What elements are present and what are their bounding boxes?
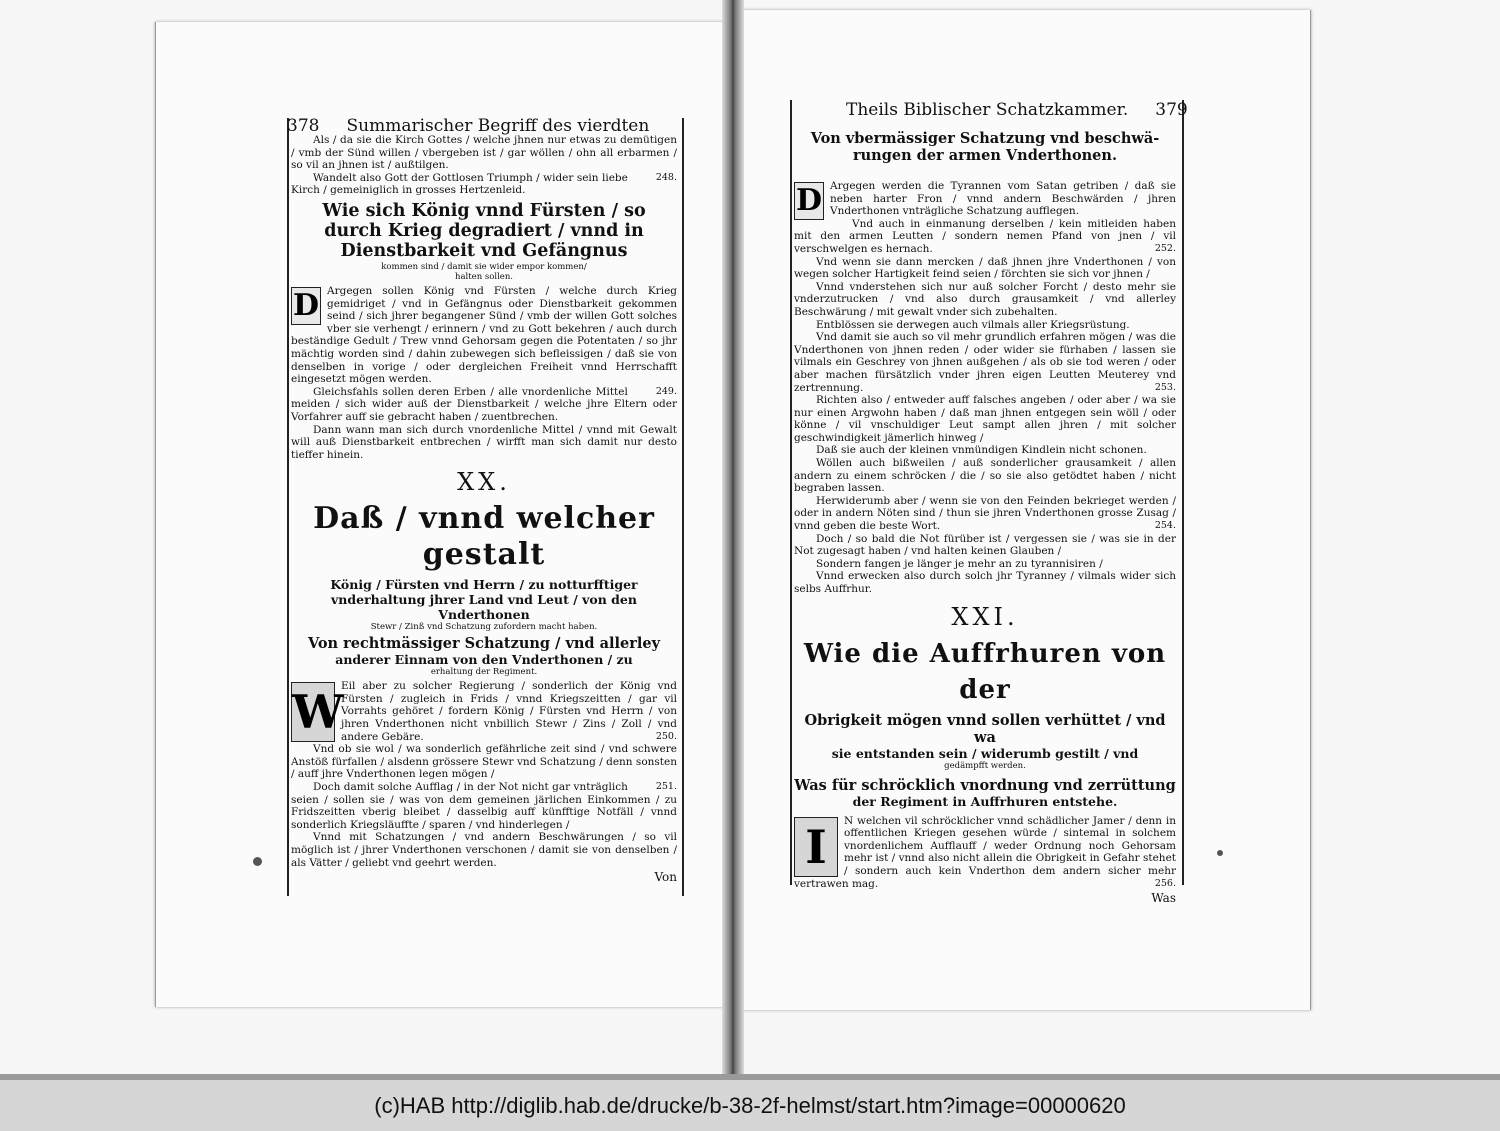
left-running-title: Summarischer Begriff des vierdten (346, 116, 650, 136)
margin-number: 249. (655, 385, 677, 397)
left-subheading-2: anderer Einnam von den Vnderthonen / zu (335, 652, 633, 668)
right-chapter-number: XXI. (951, 602, 1019, 631)
dropcap-initial: D (795, 183, 822, 218)
right-heading-block (794, 130, 1176, 164)
dropcap-initial: D (292, 287, 319, 323)
left-column (291, 134, 677, 884)
copyright-footer: (c)HAB http://diglib.hab.de/drucke/b-38-2f-helmst/start.htm?image=00000620 (0, 1080, 1500, 1131)
margin-number: 251. (655, 781, 677, 793)
left-catchword: Von (654, 870, 677, 885)
right-para-3: Vnd wenn sie dann mercken / daß jhnen jhre Vnderthonen / von wegen solcher Hartigkeit feind seien / förchten sie sich vor jhnen / (794, 255, 1176, 281)
right-column (794, 180, 1176, 905)
margin-number: 254. (1154, 520, 1176, 532)
right-para-6: Vnd damit sie auch so vil mehr grundlich erfahren mögen / was die Vnderthonen von jhnen reden / oder wider sie fürhaben / lassen sie vilmals ein Geschrey von jhnen außgehen / als ob sie tod weren / oder aber machen fürsätzlich vnder jhren eigen Leutten Meuterey vnd zertrennung. 253. (794, 331, 1176, 394)
right-para-10: Herwiderumb aber / wenn sie von den Feinden bekrieget werden / oder in andern Nöten sind / thun sie jhren Vnderthonen grosse Zusag / vnnd geben die beste Wort. 254. (794, 494, 1176, 533)
right-para-8: Daß sie auch der kleinen vnmündigen Kindlein nicht schonen. (816, 444, 1147, 457)
left-para-7: Vnd ob sie wol / wa sonderlich gefährliche zeit sind / vnd schwere Anstöß fürfallen / alsdenn grössere Stewr vnd Schatzung / denn sonsten / auff jhre Vnderthonen legen mögen / (291, 743, 677, 781)
left-para-8: 251. Doch damit solche Aufflag / in der Not nicht gar vnträglich seien / sollen sie / was von dem gemeinen järlichen Einkommen / zu Fridszeitten vberig bleibet / dasselbig auff künfftige Notfäll / vnnd sonderlich Kriegsläuffte / sparen / vnd hinderlegen / (291, 781, 677, 831)
left-para-1: Als / da sie die Kirch Gottes / welche jhnen nur etwas zu demütigen / vmb der Sünd willen / vbergeben ist / gar wöllen / ohn all erbarmen / so vil an jhnen ist / außtilgen. (291, 134, 677, 172)
left-chapter-title-line2: König / Fürsten vnd Herrn / zu notturfftiger vnderhaltung jhrer Land vnd Leut / von den Vnderthonen (330, 577, 638, 623)
right-page-header (846, 100, 1188, 120)
left-chapter-number: XX. (457, 468, 511, 497)
left-chapter-title: Daß / vnnd welcher gestalt (313, 501, 655, 573)
right-heading-1-line2: rungen der armen Vnderthonen. (853, 147, 1117, 164)
book-gutter (722, 0, 744, 1080)
left-para-2: 248. Wandelt also Gott der Gottlosen Triumph / wider sein liebe Kirch / gemeiniglich in grosses Hertzenleid. (291, 171, 677, 197)
left-heading-1-sub: kommen sind / damit sie wider empor kommen/ halten sollen. (381, 261, 587, 282)
left-heading-1: Wie sich König vnnd Fürsten / so durch Krieg degradiert / vnnd in Dienstbarkeit vnd Gefängnus (322, 200, 646, 261)
left-page-number: 378 (287, 116, 320, 136)
right-para-14: I N welchen vil schröcklicher vnnd schädlicher Jamer / denn in offentlichen Kriegen gesehen würde / sintemal in solchem vnordenlichem Aufflauff / weder Ordnung noch Gehorsam mehr ist / vnnd also nicht allein die Obrigkeit in Gefahr stehet / sondern auch kein Vnderthon dem andern sicher mehr vertrawen mag. 256. (794, 814, 1176, 890)
right-para-5: Entblössen sie derwegen auch vilmals aller Kriegsrüstung. (816, 318, 1130, 331)
right-chapter-title-line3: sie entstanden sein / widerumb gestilt / vnd (831, 745, 1139, 761)
left-para-5: Dann wann man sich durch vnordenliche Mittel / vnnd mit Gewalt will auß Dienstbarkeit entbrechen / wirfft man sich damit nur desto tieffer hinein. (291, 423, 677, 461)
right-heading-1-line1: Von vbermässiger Schatzung vnd beschwä- (810, 130, 1160, 147)
right-binding-dot (1217, 850, 1223, 856)
margin-number: 252. (1154, 242, 1176, 254)
left-para-4: 249. Gleichsfahls sollen deren Erben / alle vnordenliche Mittel meiden / sich wider auß der Dienstbarkeit / welche jhre Eltern oder Vorfahrer auff sie gebracht haben / zuentbrechen. (291, 385, 677, 423)
left-subheading-1: Von rechtmässiger Schatzung / vnd allerley (307, 635, 661, 653)
left-binding-dot (253, 857, 262, 866)
left-page-header (287, 116, 649, 136)
right-para-11: Doch / so bald die Not fürüber ist / vergessen sie / was sie in der Not zugesagt haben / vnd halten keinen Glauben / (794, 532, 1176, 558)
right-running-title: Theils Biblischer Schatzkammer. (846, 100, 1129, 120)
margin-number: 250. (655, 730, 677, 742)
right-para-7: Richten also / entweder auff falsches angeben / oder aber / wa sie nur einen Argwohn haben / daß man jhnen entgegen sein wöll / oder könne / vil vnschuldiger Leut sampt allen jhren / mit solcher geschwindigkeit jämerlich hinweg / (794, 394, 1176, 444)
right-para-13: Vnnd erwecken also durch solch jhr Tyranney / vilmals wider sich selbs Auffrhur. (794, 570, 1176, 595)
right-para-2: Vnd auch in einmanung derselben / kein mitleiden haben mit den armen Leutten / sondern nemen Pfand von jnen / vil verschwelgen es hernach. 252. (794, 217, 1176, 255)
margin-number: 248. (655, 171, 677, 183)
margin-number: 253. (1154, 381, 1176, 393)
right-chapter-title-line2: Obrigkeit mögen vnnd sollen verhüttet / vnd wa (804, 711, 1166, 746)
margin-number: 256. (1154, 877, 1176, 889)
left-para-6: W Eil aber zu solcher Regierung / sonderlich der König vnd Fürsten / zugleich in Frids / vnnd Kriegszeitten / gar vil Vorrahts gehöret / fordern König / Fürsten vnd Herrn / von jhren Vnderthonen nicht vnbillich Stewr / Zins / Zoll / vnd andere Gebäre. 250. (292, 680, 677, 743)
right-chapter-title: Wie die Auffrhuren von der (803, 638, 1167, 705)
ornamental-initial: W (291, 682, 335, 742)
right-catchword: Was (1151, 891, 1176, 906)
right-subheading-2: der Regiment in Auffrhuren entstehe. (852, 793, 1118, 809)
right-para-1: D Argegen werden die Tyrannen vom Satan getriben / daß sie neben harter Fron / vnnd andern Beschwärden / jhren Vnderthonen vnträgliche Schatzung aufflegen. (795, 180, 1176, 218)
right-para-9: Wöllen auch bißweilen / auß sonderlicher grausamkeit / allen andern zu einem schröcken / die / so sie also getödtet haben / nicht begraben lassen. (794, 457, 1176, 495)
right-para-4: Vnnd vnderstehen sich nur auß solcher Forcht / desto mehr sie vnderzutrucken / vnd also durch grausamkeit / vnd allerley Beschwärung / mit gewalt vnder sich zubehalten. (794, 280, 1176, 318)
right-chapter-title-line4: gedämpfft werden. (944, 760, 1026, 771)
left-para-3: D Argegen sollen König vnd Fürsten / welche durch Krieg gemidriget / vnd in Gefängnus oder Dienstbarkeit gekommen seind / sich jhrer begangener Sünd / vmb der willen Gott solches vber sie verhengt / erinnern / vnd zu Gott bekehren / auch durch beständige Gedult / Trew vnnd Gehorsam gegen die Potentaten / so jhr mächtig worden sind / dahin zubewegen sich befleissigen / daß sie von denselben in vorige / oder dergleichen Freiheit vnnd Herrschafft eingesetzt mögen werden. (291, 284, 677, 386)
left-chapter-title-line3: Stewr / Zinß vnd Schatzung zufordern macht haben. (370, 622, 598, 633)
left-subheading-3: erhaltung der Regiment. (430, 667, 538, 678)
right-para-12: Sondern fangen je länger je mehr an zu tyrannisiren / (816, 557, 1103, 570)
left-para-9: Vnnd mit Schatzungen / vnd andern Beschwärungen / so vil möglich ist / jhrer Vnderthonen verschonen / damit sie von denselben / als Vätter / geliebt vnd geehrt werden. (291, 831, 677, 869)
ornamental-initial: I (794, 817, 838, 877)
right-subheading-1: Was für schröcklich vnordnung vnd zerrüttung (794, 776, 1176, 794)
right-page-number: 379 (1155, 100, 1188, 120)
